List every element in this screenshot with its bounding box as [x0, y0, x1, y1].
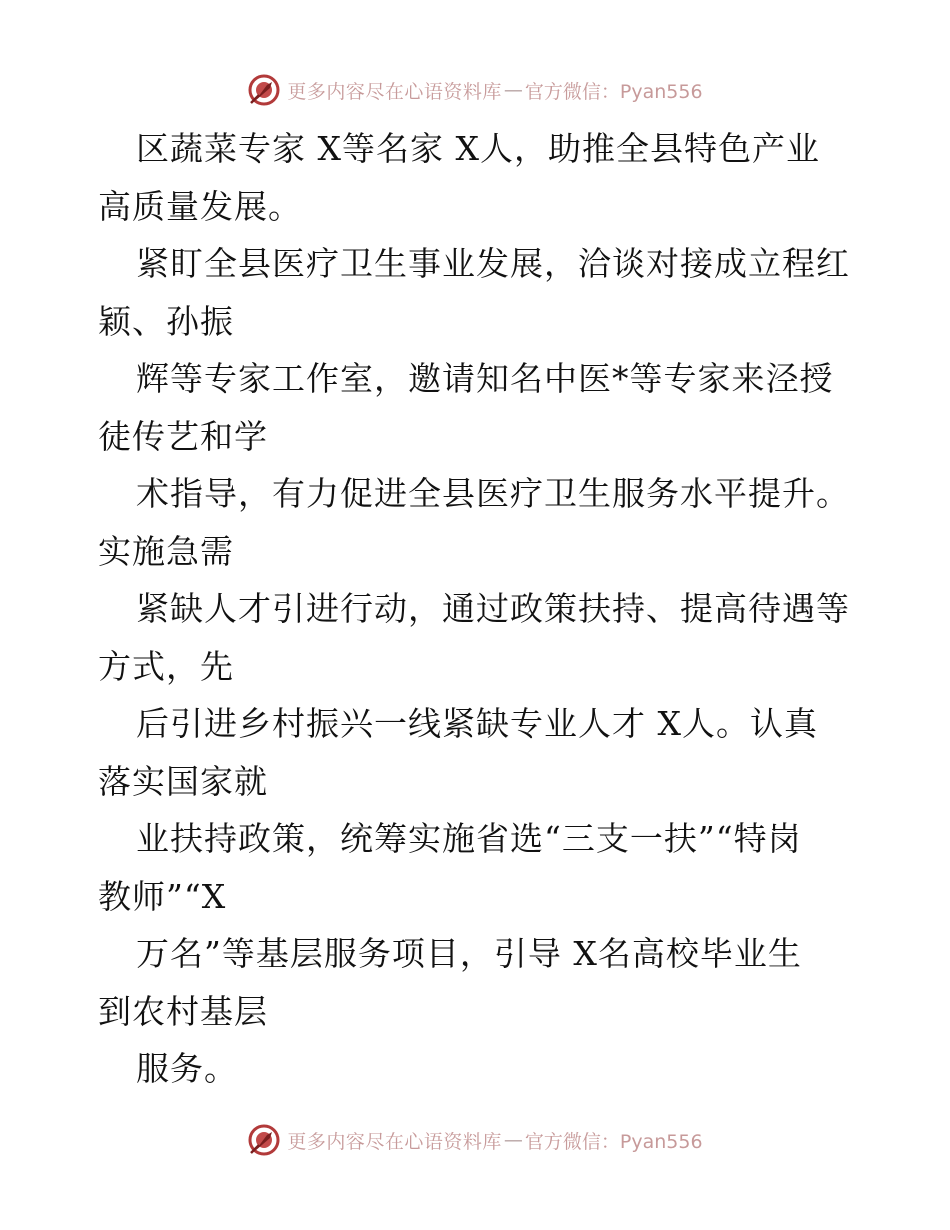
text-line: 徒传艺和学: [98, 416, 268, 456]
watermark-text: 更多内容尽在心语资料库: [287, 1130, 502, 1153]
watermark-text: 更多内容尽在心语资料库: [287, 80, 502, 103]
text-line: 服务。: [136, 1049, 238, 1088]
text-line: 万名”等基层服务项目，引导 X名高校毕业生: [136, 934, 802, 973]
text-line: 业扶持政策，统筹实施省选“三支一扶”“特岗: [136, 819, 802, 858]
watermark-contact: 官方微信：Pyan556: [524, 1130, 703, 1153]
text-line: 实施急需: [98, 531, 234, 571]
text-line: 术指导，有力促进全县医疗卫生服务水平提升。: [136, 474, 850, 513]
watermark-contact: 官方微信：Pyan556: [524, 80, 703, 103]
footer-watermark: [0, 1120, 950, 1160]
pen-nib-circle-icon: [247, 73, 281, 107]
text-line: 紧盯全县医疗卫生事业发展，洽谈对接成立程红: [136, 244, 850, 283]
watermark-separator: —: [503, 1129, 523, 1151]
text-line: 到农村基层: [98, 991, 268, 1031]
document-body: [98, 120, 868, 1098]
text-line: 教师”“X: [98, 876, 227, 916]
text-line: 方式，先: [98, 646, 234, 686]
text-line: 区蔬菜专家 X等名家 X人，助推全县特色产业: [136, 129, 820, 168]
header-watermark: [0, 70, 950, 110]
text-line: 后引进乡村振兴一线紧缺专业人才 X人。认真: [136, 704, 818, 743]
text-line: 颖、孙振: [98, 301, 234, 341]
text-line: 落实国家就: [98, 761, 268, 801]
text-line: 紧缺人才引进行动，通过政策扶持、提高待遇等: [136, 589, 850, 628]
text-line: 高质量发展。: [98, 186, 302, 226]
text-line: 辉等专家工作室，邀请知名中医*等专家来泾授: [136, 359, 834, 398]
pen-nib-circle-icon: [247, 1123, 281, 1157]
watermark-separator: —: [503, 79, 523, 101]
